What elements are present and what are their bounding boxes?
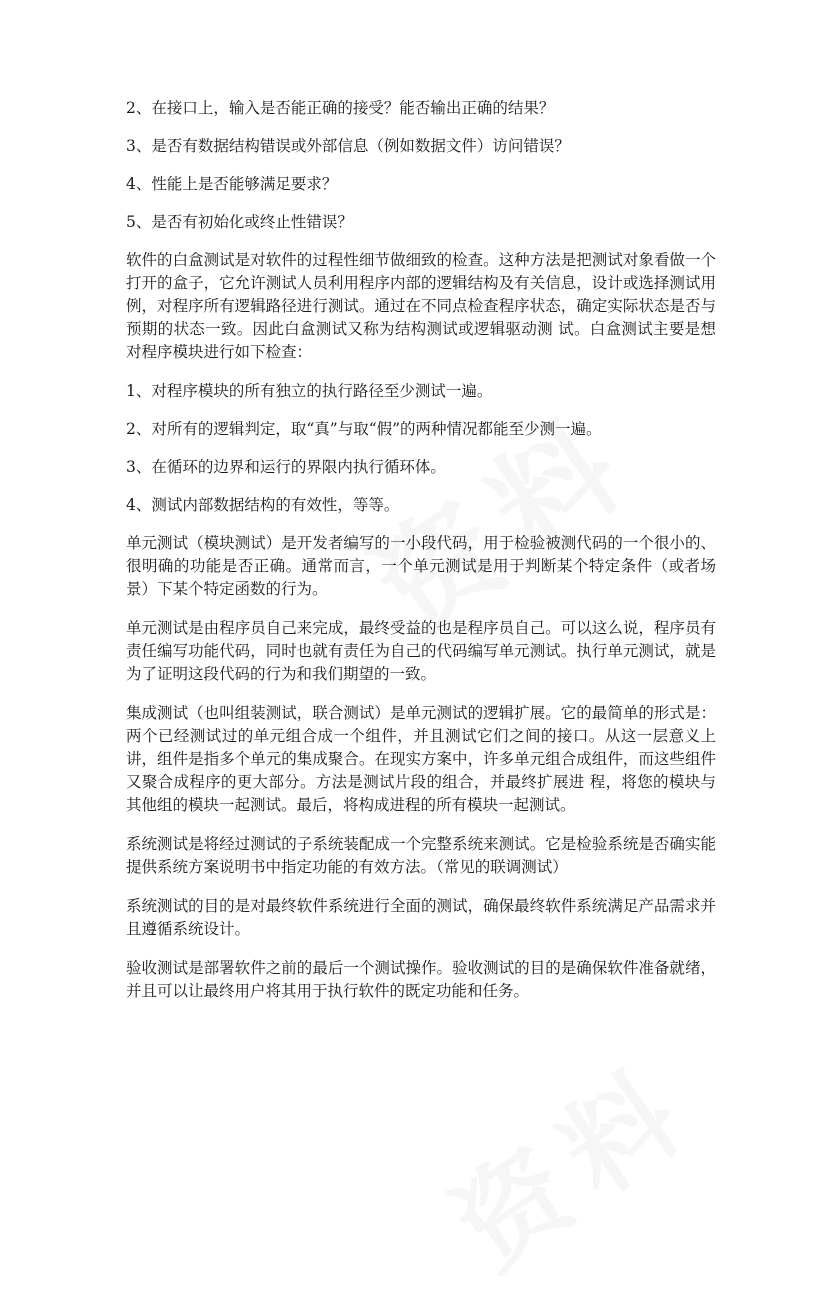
watermark-bottom bbox=[418, 1020, 722, 1298]
system-test-paragraph-1: 系统测试是将经过测试的子系统装配成一个完整系统来测试。它是检验系统是否确实能提供系统方案说明书中指定功能的有效方法。（常见的联调测试） bbox=[126, 835, 716, 876]
list-item: 4、性能上是否能够满足要求？ bbox=[126, 175, 338, 193]
integration-test-paragraph: 集成测试（也叫组装测试，联合测试）是单元测试的逻辑扩展。它的最简单的形式是：两个已经测试过的单元组合成一个组件，并且测试它们之间的接口。从这一层意义上讲，组件是指多个单元的集成聚合。在现实方案中，许多单元组合成组件，而这些组件又聚合成程序的更大部分。方法是测试片段的组合，并最终扩展进 程，将您的模块与其他组的模块一起测试。最后，将构成进程的所有模块一起测试。 bbox=[126, 704, 716, 814]
list-item: 2、在接口上，输入是否能正确的接受？能否输出正确的结果？ bbox=[126, 99, 555, 117]
list-item: 3、在循环的边界和运行的界限内执行循环体。 bbox=[126, 458, 446, 476]
system-test-paragraph-2: 系统测试的目的是对最终软件系统进行全面的测试，确保最终软件系统满足产品需求并且遵循系统设计。 bbox=[126, 897, 716, 938]
list-item: 1、对程序模块的所有独立的执行路径至少测试一遍。 bbox=[126, 382, 493, 400]
list-item: 2、对所有的逻辑判定，取“真”与取“假”的两种情况都能至少测一遍。 bbox=[126, 420, 602, 438]
acceptance-test-paragraph: 验收测试是部署软件之前的最后一个测试操作。验收测试的目的是确保软件准备就绪，并且可以让最终用户将其用于执行软件的既定功能和任务。 bbox=[126, 959, 716, 1000]
whitebox-paragraph: 软件的白盒测试是对软件的过程性细节做细致的检查。这种方法是把测试对象看做一个打开的盒子，它允许测试人员利用程序内部的逻辑结构及有关信息，设计或选择测试用例，对程序所有逻辑路径进行测试。通过在不同点检查程序状态，确定实际状态是否与预期的状态一致。因此白盒测试又称为结构测试或逻辑驱动测 试。白盒测试主要是想对程序模块进行如下检查： bbox=[126, 251, 716, 361]
unit-test-paragraph-2: 单元测试是由程序员自己来完成，最终受益的也是程序员自己。可以这么说，程序员有责任编写功能代码，同时也就有责任为自己的代码编写单元测试。执行单元测试，就是为了证明这段代码的行为和我们期望的一致。 bbox=[126, 619, 716, 683]
unit-test-paragraph-1: 单元测试（模块测试）是开发者编写的一小段代码，用于检验被测代码的一个很小的、很明确的功能是否正确。通常而言，一个单元测试是用于判断某个特定条件（或者场景）下某个特定函数的行为。 bbox=[126, 534, 716, 598]
document-body bbox=[126, 97, 716, 1019]
list-item: 3、是否有数据结构错误或外部信息（例如数据文件）访问错误？ bbox=[126, 137, 570, 155]
list-item: 4、测试内部数据结构的有效性，等等。 bbox=[126, 496, 400, 514]
list-item: 5、是否有初始化或终止性错误？ bbox=[126, 213, 353, 231]
